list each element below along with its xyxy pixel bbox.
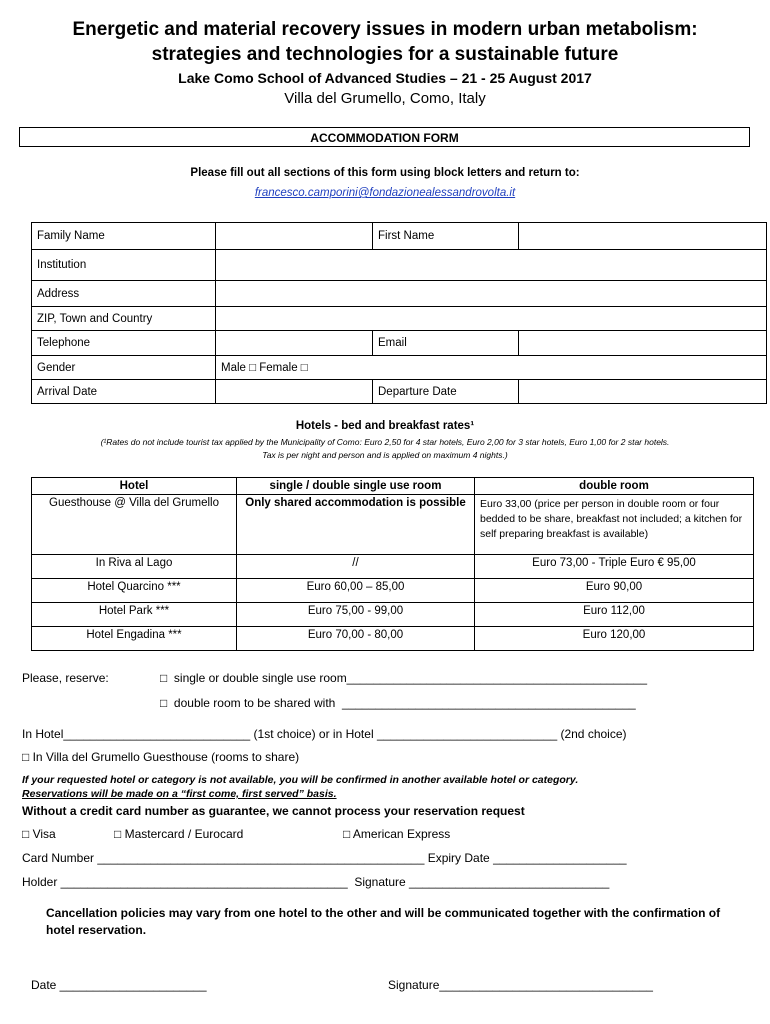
hotel-double-rate: Euro 73,00 - Triple Euro € 95,00	[475, 555, 754, 579]
arrival-label: Arrival Date	[32, 380, 216, 404]
telephone-label: Telephone	[32, 331, 216, 356]
hotel-single-rate: Only shared accommodation is possible	[237, 495, 475, 555]
table-row	[32, 603, 754, 627]
hotels-heading: Hotels - bed and breakfast rates¹	[295, 420, 475, 432]
first-come-notice: Reservations will be made on a “first come, first served” basis.	[22, 788, 337, 800]
institution-label: Institution	[32, 250, 216, 281]
table-row	[32, 579, 754, 603]
email-link-wrap	[0, 183, 770, 201]
reserve-single-option[interactable]: □ single or double single use room_____________________________________________	[160, 671, 648, 685]
hotel-choice-line[interactable]: In Hotel____________________________ (1st choice) or in Hotel ___________________________ (2nd choice)	[22, 727, 627, 741]
hotels-table	[31, 477, 754, 651]
hotel-name: Hotel Park ***	[32, 603, 237, 627]
address-label: Address	[32, 281, 216, 307]
telephone-field[interactable]	[216, 331, 373, 356]
email-field[interactable]	[519, 331, 767, 356]
holder-line[interactable]: Holder ___________________________________________ Signature ______________________________	[22, 875, 610, 889]
zip-field[interactable]	[216, 307, 767, 331]
date-line[interactable]: Date ______________________	[31, 978, 207, 992]
title-line-1: Energetic and material recovery issues in modern urban metabolism:	[72, 19, 698, 40]
table-row	[32, 555, 754, 579]
mastercard-checkbox[interactable]: □ Mastercard / Eurocard	[114, 827, 244, 841]
event-line: Lake Como School of Advanced Studies – 21 - 25 August 2017	[178, 70, 592, 86]
departure-field[interactable]	[519, 380, 767, 404]
email-label: Email	[373, 331, 519, 356]
guarantee-notice: Without a credit card number as guarantee, we cannot process your reservation request	[22, 804, 525, 818]
visa-checkbox[interactable]: □ Visa	[22, 827, 56, 841]
family-name-label: Family Name	[32, 223, 216, 250]
first-name-label: First Name	[373, 223, 519, 250]
family-name-field[interactable]	[216, 223, 373, 250]
arrival-field[interactable]	[216, 380, 373, 404]
hotel-double-rate: Euro 33,00 (price per person in double room or four bedded to be share, breakfast not included; a kitchen for self preparing breakfast is available)	[475, 495, 754, 555]
hotel-name: In Riva al Lago	[32, 555, 237, 579]
institution-field[interactable]	[216, 250, 767, 281]
email-link[interactable]: francesco.camporini@fondazionealessandrovolta.it	[254, 187, 516, 199]
table-row	[32, 495, 754, 555]
hotel-single-rate: //	[237, 555, 475, 579]
personal-details-table	[31, 222, 767, 404]
gender-options[interactable]: Male □ Female □	[216, 356, 767, 380]
form-title: ACCOMMODATION FORM	[19, 127, 750, 147]
hotel-double-rate: Euro 120,00	[475, 627, 754, 651]
gender-label: Gender	[32, 356, 216, 380]
col-hotel: Hotel	[32, 478, 237, 495]
first-name-field[interactable]	[519, 223, 767, 250]
table-row	[32, 627, 754, 651]
hotel-double-rate: Euro 112,00	[475, 603, 754, 627]
amex-checkbox[interactable]: □ American Express	[343, 827, 451, 841]
departure-label: Departure Date	[373, 380, 519, 404]
hotel-single-rate: Euro 60,00 – 85,00	[237, 579, 475, 603]
hotel-name: Guesthouse @ Villa del Grumello	[32, 495, 237, 555]
title-line-2: strategies and technologies for a sustainable future	[151, 44, 619, 65]
availability-notice: If your requested hotel or category is not available, you will be confirmed in another available hotel or category.	[22, 774, 579, 786]
signature-line[interactable]: Signature________________________________	[388, 978, 653, 992]
hotel-name: Hotel Engadina ***	[32, 627, 237, 651]
hotel-single-rate: Euro 75,00 - 99,00	[237, 603, 475, 627]
address-field[interactable]	[216, 281, 767, 307]
hotel-name: Hotel Quarcino ***	[32, 579, 237, 603]
col-single: single / double single use room	[237, 478, 475, 495]
card-number-line[interactable]: Card Number _________________________________________________ Expiry Date ____________________	[22, 851, 627, 865]
hotels-note-line-1: (¹Rates do not include tourist tax applied by the Municipality of Como: Euro 2,50 for 4 star hotels, Euro 2,00 for 3 star hotels, Euro 1,00 for 2 star hotels.	[100, 437, 670, 447]
guesthouse-option[interactable]: □ In Villa del Grumello Guesthouse (rooms to share)	[22, 750, 300, 764]
hotel-double-rate: Euro 90,00	[475, 579, 754, 603]
hotel-single-rate: Euro 70,00 - 80,00	[237, 627, 475, 651]
col-double: double room	[475, 478, 754, 495]
reserve-label: Please, reserve:	[22, 671, 109, 685]
reserve-double-option[interactable]: □ double room to be shared with ____________________________________________	[160, 696, 636, 710]
hotels-note-line-2: Tax is per night and person and is applied on maximum 4 nights.)	[262, 450, 508, 460]
venue-line: Villa del Grumello, Como, Italy	[284, 90, 486, 107]
zip-label: ZIP, Town and Country	[32, 307, 216, 331]
instructions: Please fill out all sections of this form using block letters and return to:	[190, 167, 580, 179]
cancellation-policy: Cancellation policies may vary from one hotel to the other and will be communicated together with the confirmation of hotel reservation.	[46, 906, 721, 937]
